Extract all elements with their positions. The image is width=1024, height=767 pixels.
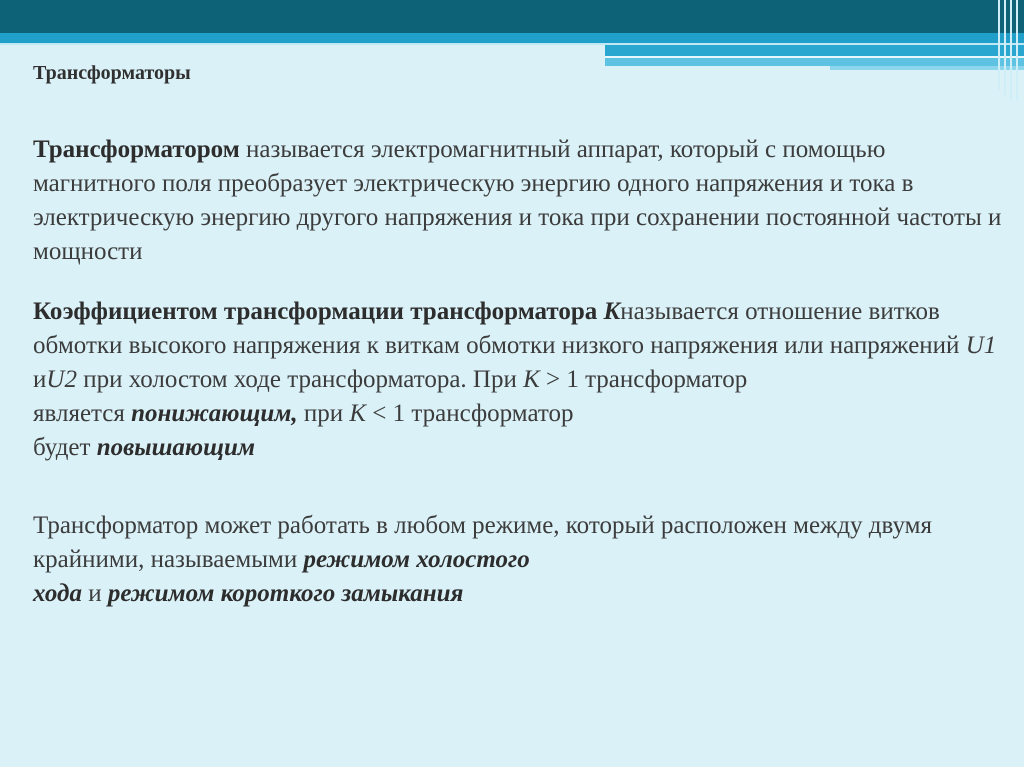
coefficient-text: называется отношение витков обмотки высокого напряжения к виткам обмотки низкого напряжения или напряжений bbox=[33, 298, 966, 359]
symbol-k: K bbox=[603, 298, 621, 325]
conjunction-2: и bbox=[81, 580, 108, 607]
definition-paragraph bbox=[33, 133, 1008, 269]
term-step-up: повышающим bbox=[96, 434, 256, 461]
term-no-load-mode: режимом холостого bbox=[303, 546, 530, 573]
modes-paragraph bbox=[33, 509, 1008, 611]
term-step-down: понижающим, bbox=[131, 400, 298, 427]
term-coefficient: Коэффициентом трансформации трансформатора bbox=[33, 298, 604, 325]
slide-title: Трансформаторы bbox=[33, 62, 191, 84]
coefficient-line2: является bbox=[33, 400, 132, 427]
coefficient-line2-b: при bbox=[297, 400, 350, 427]
term-short-circuit-mode: режимом короткого замыкания bbox=[107, 580, 464, 607]
symbol-k-inline: К bbox=[523, 366, 540, 393]
modes-text: Трансформатор может работать в любом режиме, который расположен между двумя крайними, называемыми bbox=[33, 512, 932, 573]
header-stripe bbox=[0, 33, 1024, 43]
header-band bbox=[0, 0, 1024, 33]
coefficient-paragraph bbox=[33, 295, 1008, 465]
coefficient-text-3: > 1 трансформатор bbox=[539, 366, 748, 393]
coefficient-line2-c: < 1 трансформатор bbox=[366, 400, 574, 427]
symbol-u1: U1 bbox=[965, 332, 997, 359]
symbol-k-inline-2: К bbox=[349, 400, 367, 427]
symbol-u2: U2 bbox=[46, 366, 77, 393]
term-transformer: Трансформатором bbox=[33, 136, 240, 163]
coefficient-text-2: при холостом ходе трансформатора. При bbox=[76, 366, 524, 393]
definition-text: называется электромагнитный аппарат, который с помощью магнитного поля преобразует электрическую энергию одного напряжения и тока в электрическую энергию другого напряжения и тока при сохранении постоянной частоты и мощности bbox=[33, 136, 1002, 265]
term-no-load-mode-cont: хода bbox=[33, 580, 82, 607]
slide-content bbox=[33, 58, 1008, 641]
header-stripe bbox=[605, 45, 1024, 56]
conjunction: и bbox=[33, 366, 47, 393]
coefficient-line3: будет bbox=[33, 434, 97, 461]
